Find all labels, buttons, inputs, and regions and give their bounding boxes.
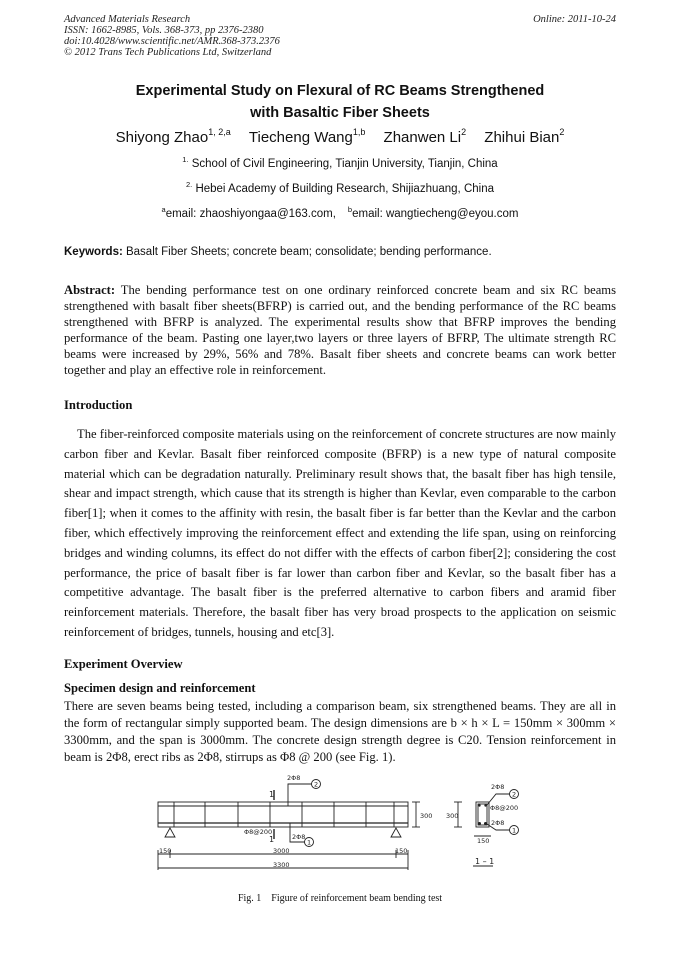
- stirrup-label: Φ8@200: [244, 828, 273, 836]
- affiliation-sup: 2.: [185, 180, 193, 189]
- support-right-dimension: 150: [395, 847, 408, 855]
- beam-figure: [150, 772, 540, 882]
- author: [484, 129, 564, 146]
- author-sup: 1, 2,a: [208, 127, 231, 137]
- support-left-dimension: 150: [159, 847, 172, 855]
- caption-label: Fig. 1: [237, 893, 262, 904]
- author-name: Tiecheng Wang: [248, 129, 353, 146]
- abstract-label: Abstract:: [64, 283, 116, 297]
- author-sup: 2: [461, 127, 467, 137]
- section-label: 1 – 1: [475, 857, 495, 866]
- email-b[interactable]: email: wangtiecheng@eyou.com: [352, 208, 519, 220]
- specimen-text: There are seven beams being tested, including a comparison beam, six strengthened beams. They are all in the form of rectangular simply supported beam. The design dimensions are b × h × L = 150mm × 300mm × 3300mm, and the span is 3000mm. The concrete design strength degree is C20. Tension reinforcement in beam is 2Φ8, erect ribs as 2Φ8, stirrups as Φ8 @ 200 (see Fig. 1).: [64, 699, 616, 764]
- caption-text: Figure of reinforcement beam bending test: [271, 893, 443, 904]
- issn-line: ISSN: 1662-8985, Vols. 368-373, pp 2376-2380: [64, 25, 264, 36]
- title-line-2: with Basaltic Fiber Sheets: [250, 105, 430, 121]
- author-name: Zhanwen Li: [383, 129, 462, 146]
- affiliation-sup: 1.: [182, 155, 189, 164]
- callout-1: 1: [307, 838, 312, 847]
- doi-line: doi:10.4028/www.scientific.net/AMR.368-373.2376: [64, 36, 280, 47]
- affiliation-1: [64, 157, 616, 171]
- keywords-label: Keywords:: [64, 246, 123, 258]
- author: [116, 129, 231, 146]
- author: [384, 129, 467, 146]
- journal-name: Advanced Materials Research: [64, 14, 191, 25]
- affiliation-text: School of Civil Engineering, Tianjin University, Tianjin, China: [188, 158, 498, 170]
- email-sup: b: [347, 205, 353, 214]
- section-top-rebar: 2Φ8: [491, 783, 505, 791]
- bottom-rebar-label: 2Φ8: [292, 833, 306, 841]
- author-list: [64, 128, 616, 148]
- left-support: [165, 828, 175, 837]
- keywords-text: Basalt Fiber Sheets; concrete beam; consolidate; bending performance.: [122, 246, 492, 258]
- span-dimension: 3000: [273, 847, 290, 855]
- section-stirrup: Φ8@200: [490, 804, 519, 812]
- author-name: Zhihui Bian: [484, 129, 560, 146]
- right-support: [391, 828, 401, 837]
- introduction-text: The fiber-reinforced composite materials using on the reinforcement of concrete structures are now mainly carbon fiber and Kevlar. Basalt fiber reinforced composite (BFRP) is a new type of natural composite material which can be degradation naturally. Preliminary result shows that, the basalt fiber has high tensile, shear and impact strength, which cause that its strength is higher than Kevlar, even comparable to the carbon fiber[1]; when it comes to the affinity with resin, the basalt fiber is far better than the Kevlar and the carbon fiber, which effectively improving the reinforcement effect and extending the life span, using on reinforcing bridges and winding columns, its effect do not differ with the effects of carbon fiber[2]; considering the cost performance, the price of basalt fiber is far lower than carbon fiber and Kevlar, so the basalt fiber has a competitive advantage. The basalt fiber is the preferred alternative to carbon fibers and aramid fiber reinforcement materials. Therefore, the basalt fiber has very broad prospects to the application on seismic reinforcement of bridges, tunnels, housing and etc[3].: [64, 427, 616, 639]
- online-date: Online: 2011-10-24: [533, 14, 616, 25]
- height-dimension: 300: [420, 812, 433, 820]
- copyright-line: © 2012 Trans Tech Publications Ltd, Switzerland: [64, 47, 272, 58]
- section-callout-1: 1: [512, 826, 517, 835]
- top-rebar-leader: [288, 784, 312, 806]
- affiliation-2: [64, 182, 616, 196]
- section-callout-2: 2: [512, 790, 517, 799]
- section-mark-bottom: 1: [269, 835, 275, 844]
- email-line: [64, 207, 616, 221]
- title-line-1: Experimental Study on Flexural of RC Beams Strengthened: [135, 83, 545, 99]
- section-height-label: 300: [446, 812, 459, 820]
- section-width-label: 150: [477, 837, 490, 845]
- journal-header: [64, 14, 616, 58]
- author-sup: 2: [559, 127, 565, 137]
- abstract: [64, 282, 616, 378]
- author: [249, 129, 365, 146]
- subsection-heading-specimen: Specimen design and reinforcement: [64, 681, 256, 695]
- section-heading-introduction: Introduction: [64, 398, 133, 412]
- abstract-text: The bending performance test on one ordinary reinforced concrete beam and six RC beams strengthened with basalt fiber sheets(BFRP) is carried out, and the bending performance of the RC beams strengthened with BFRP is analyzed. The experimental results show that BFRP improves the bending performance of the beam. Pasting one layer,two layers or three layers of BFRP, The ultimate strength RC beams were increased by 29%, 56% and 78%. Basalt fiber sheets and concrete beams can work better together and play an effective role in reinforcement.: [64, 283, 616, 377]
- email-sup: a: [161, 205, 166, 214]
- section-heading-experiment: Experiment Overview: [64, 657, 183, 671]
- keywords: [64, 245, 616, 259]
- callout-2: 2: [314, 780, 319, 789]
- email-a[interactable]: email: zhaoshiyongaa@163.com,: [165, 208, 336, 220]
- section-bottom-rebar: 2Φ8: [491, 819, 505, 827]
- section-mark-top: 1: [269, 790, 275, 799]
- paper-title: [64, 80, 616, 124]
- total-length-dimension: 3300: [273, 861, 290, 869]
- author-sup: 1,b: [352, 127, 366, 137]
- top-rebar-label: 2Φ8: [287, 774, 301, 782]
- figure-caption: [64, 893, 616, 905]
- author-name: Shiyong Zhao: [115, 129, 209, 146]
- affiliation-text: Hebei Academy of Building Research, Shijiazhuang, China: [192, 183, 494, 195]
